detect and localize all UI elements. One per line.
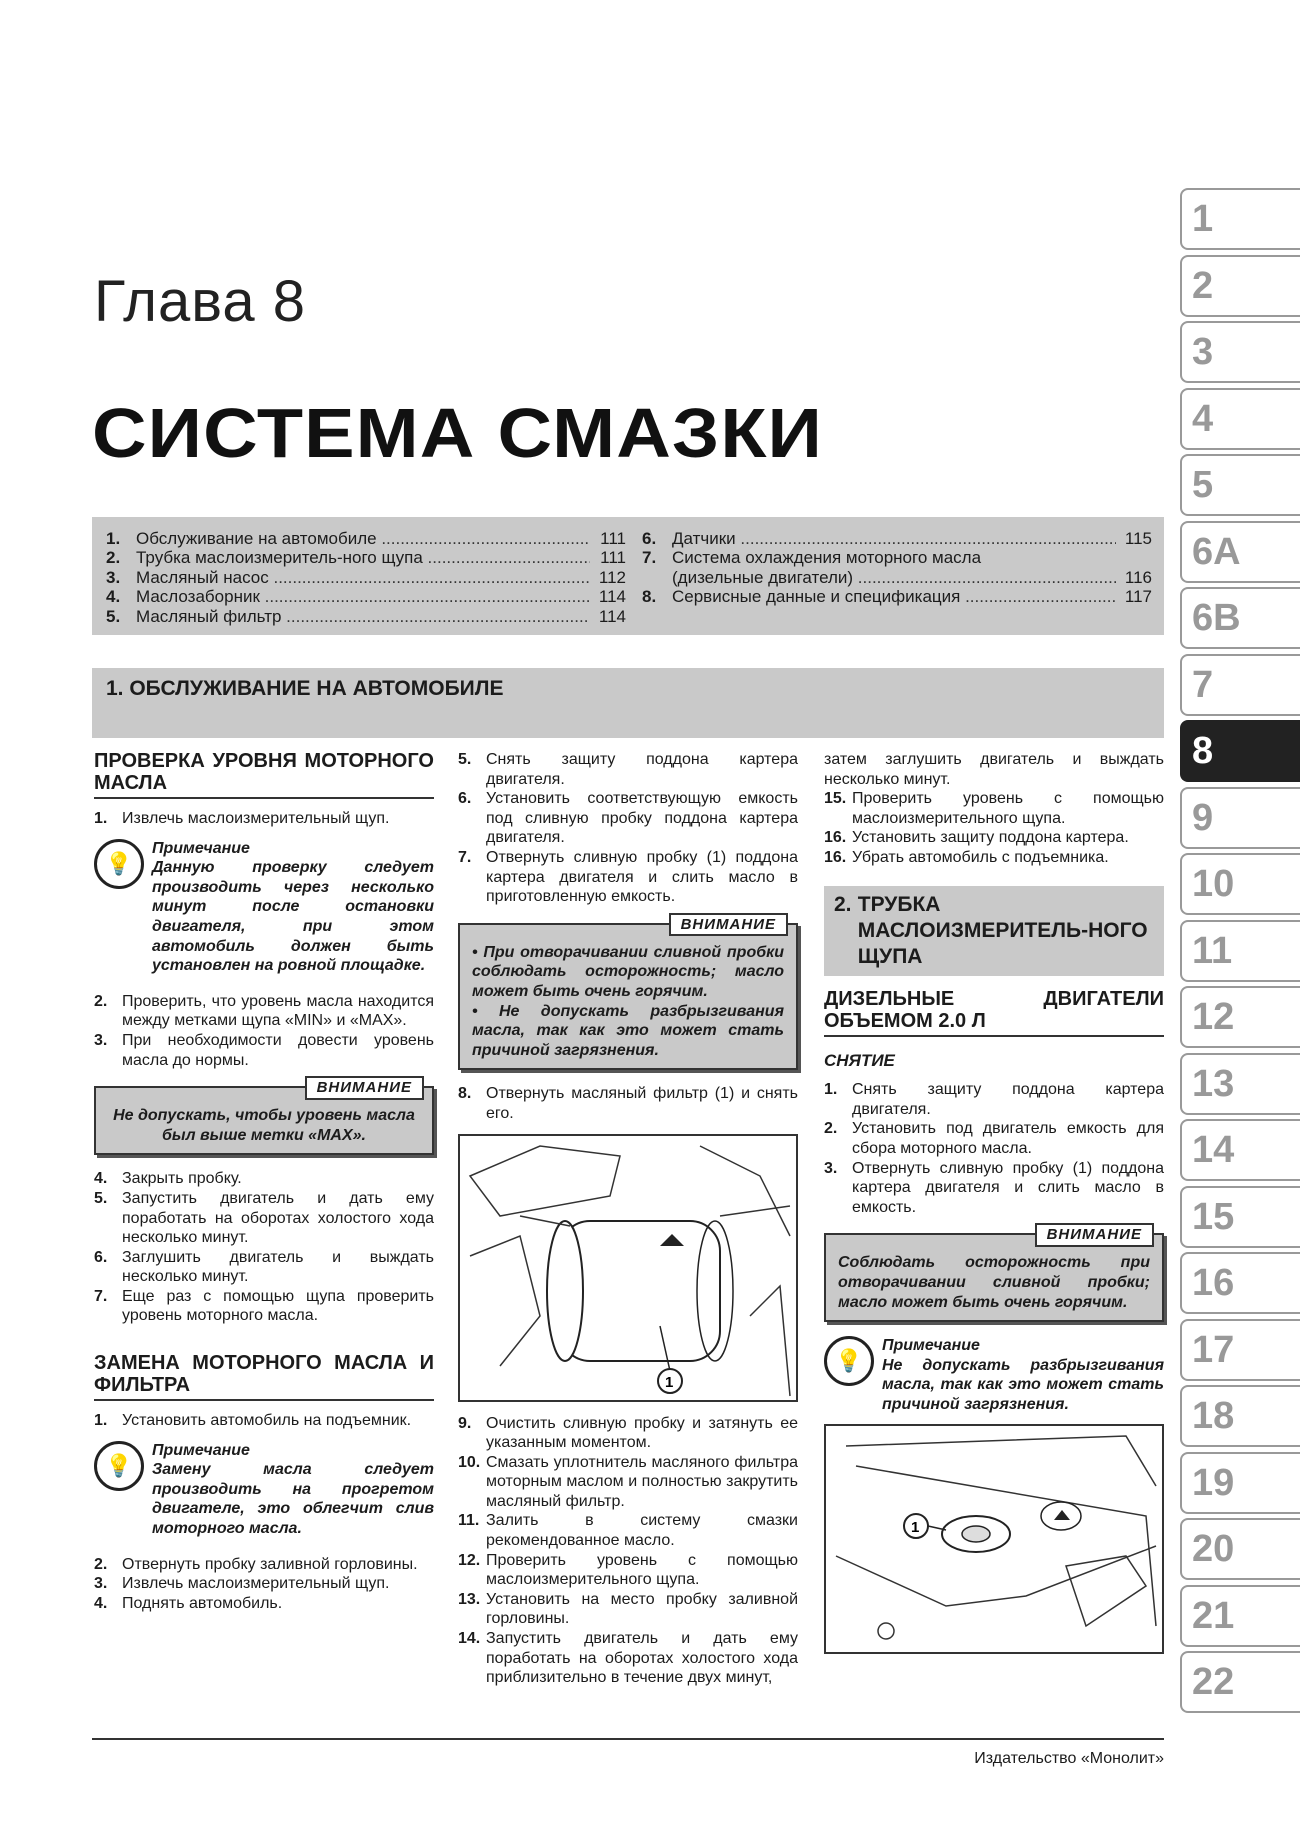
toc-num: 4. <box>106 587 121 607</box>
chapter-tab-3[interactable]: 3 <box>1180 321 1300 383</box>
warning-box <box>824 1226 1164 1322</box>
chapter-tab-6b[interactable]: 6B <box>1180 587 1300 649</box>
toc-page: 111 <box>600 529 626 548</box>
step: 6. Установить соответствующую емкость под сливную пробку поддона картера двигателя. <box>458 790 798 847</box>
step: 3. Извлечь маслоизмерительный щуп. <box>94 1575 390 1593</box>
step: 4. Поднять автомобиль. <box>94 1594 283 1612</box>
toc-text: Трубка маслоизмеритель-ного щупа ..... <box>136 548 590 567</box>
oil-filter-figure <box>458 1134 798 1402</box>
chapter-tab-1[interactable]: 1 <box>1180 188 1300 250</box>
chapter-tab-8[interactable]: 8 <box>1180 720 1300 782</box>
chapter-tab-5[interactable]: 5 <box>1180 454 1300 516</box>
step: 3. Отвернуть сливную пробку (1) поддона картера двигателя и слить масло в емкость. <box>824 1159 1164 1216</box>
step: 16. Убрать автомобиль с подъемника. <box>824 848 1109 866</box>
warning-text: • Не допускать разбрызгивания масла, так как это может стать причиной загрязнения. <box>472 1002 784 1059</box>
warning-text: • При отворачивании сливной пробки соблюдать осторожность; масло может быть очень горячим. <box>472 943 784 1000</box>
step: 9. Очистить сливную пробку и затянуть ее указанным моментом. <box>458 1414 798 1452</box>
toc-page: 114 <box>598 587 626 607</box>
toc-left-column <box>106 529 626 626</box>
note-title: Примечание <box>152 839 250 857</box>
chapter-tab-17[interactable]: 17 <box>1180 1319 1300 1381</box>
step: 2. Установить под двигатель емкость для сбора моторного масла. <box>824 1120 1164 1157</box>
section-header <box>824 886 1164 976</box>
toc-text: (дизельные двигатели) ..... <box>672 568 1116 587</box>
warning-tag: ВНИМАНИЕ <box>305 1076 424 1100</box>
chapter-label: Глава 8 <box>94 269 307 334</box>
step: 1. Извлечь маслоизмерительный щуп. <box>94 810 390 827</box>
section-title: ТРУБКА МАСЛОИЗМЕРИТЕЛЬ-НОГО ЩУПА <box>857 892 1148 968</box>
toc-item[interactable] <box>642 529 1152 548</box>
toc-page: 115 <box>1124 529 1152 548</box>
footer-divider <box>92 1738 1164 1740</box>
step: 15. Проверить уровень с помощью маслоизмерительного щупа. <box>824 790 1164 827</box>
note-title: Примечание <box>152 1441 250 1459</box>
figure-callout: 1 <box>911 1519 920 1537</box>
toc-text: Масляный фильтр ..... <box>136 607 590 626</box>
section-header <box>92 668 1164 738</box>
oil-filter-drawing <box>460 1136 796 1400</box>
step: 12. Проверить уровень с помощью маслоизмерительного щупа. <box>458 1551 798 1589</box>
step: 6. Заглушить двигатель и выждать несколько минут. <box>94 1248 434 1286</box>
toc-num: 2. <box>106 548 121 568</box>
step: 5. Запустить двигатель и дать ему поработать на оборотах холостого хода несколько минут. <box>94 1189 434 1247</box>
toc-item[interactable] <box>106 607 626 626</box>
warning-box <box>94 1079 434 1155</box>
toc-page: 114 <box>598 606 626 626</box>
note-title: Примечание <box>882 1337 980 1355</box>
toc-page: 116 <box>1124 567 1152 587</box>
note <box>94 1441 434 1539</box>
column-1 <box>94 750 434 1613</box>
toc-item[interactable] <box>106 548 626 567</box>
step: 4. Закрыть пробку. <box>94 1170 242 1188</box>
step: 7. Еще раз с помощью щупа проверить уровень моторного масла. <box>94 1287 434 1325</box>
toc-page: 117 <box>1124 587 1152 607</box>
warning-tag: ВНИМАНИЕ <box>669 913 788 937</box>
column-2 <box>458 750 798 1688</box>
figure-callout: 1 <box>665 1373 674 1391</box>
step: 10. Смазать уплотнитель масляного фильтра моторным маслом и полностью закрутить масляный фильтр. <box>458 1453 798 1510</box>
note-text: Замену масла следует производить на прогретом двигателе, это облегчит слив моторного масла. <box>152 1461 434 1538</box>
toc-item[interactable] <box>106 529 626 548</box>
toc-text: Сервисные данные и спецификация ..... <box>672 587 1116 606</box>
step: 1. Снять защиту поддона картера двигателя. <box>824 1081 1164 1118</box>
chapter-tab-15[interactable]: 15 <box>1180 1186 1300 1248</box>
step: 11. Залить в систему смазки рекомендованное масло. <box>458 1512 798 1550</box>
toc-page: 111 <box>600 548 626 568</box>
chapter-tab-4[interactable]: 4 <box>1180 388 1300 450</box>
toc-right-column <box>642 529 1152 607</box>
chapter-tab-11[interactable]: 11 <box>1180 920 1300 982</box>
step: 13. Установить на место пробку заливной горловины. <box>458 1590 798 1628</box>
column-3 <box>824 750 1164 1654</box>
toc-num: 5. <box>106 606 121 626</box>
toc-num: 6. <box>642 529 657 548</box>
toc-num: 1. <box>106 529 121 548</box>
toc-text: Обслуживание на автомобиле ..... <box>136 529 590 548</box>
publisher-footer: Издательство «Монолит» <box>974 1750 1164 1767</box>
toc-text: Система охлаждения моторного масла <box>672 548 982 568</box>
step: 16. Установить защиту поддона картера. <box>824 829 1129 847</box>
warning-tag: ВНИМАНИЕ <box>1035 1223 1154 1247</box>
note-text: Данную проверку следует производить через несколько минут после остановки двигателя, при этом автомобиль должен быть установлен на ровной площадке. <box>152 859 434 975</box>
section-number: 2. <box>834 892 852 916</box>
toc-text: Датчики ..... <box>672 529 1116 548</box>
chapter-tab-10[interactable]: 10 <box>1180 853 1300 915</box>
drain-plug-figure <box>824 1424 1164 1654</box>
toc-num: 3. <box>106 567 121 587</box>
step: 3. При необходимости довести уровень масла до нормы. <box>94 1031 434 1069</box>
chapter-tab-16[interactable]: 16 <box>1180 1252 1300 1314</box>
warning-box <box>458 915 798 1071</box>
chapter-tab-2[interactable]: 2 <box>1180 255 1300 317</box>
lightbulb-icon: 💡 <box>94 1441 144 1491</box>
chapter-tab-20[interactable]: 20 <box>1180 1518 1300 1580</box>
toc-item[interactable] <box>642 587 1152 606</box>
toc-num: 8. <box>642 587 657 607</box>
note-text: Не допускать разбрызгивания масла, так как это может стать причиной загрязнения. <box>882 1356 1164 1413</box>
toc-item[interactable] <box>106 568 626 587</box>
section-title: 1. ОБСЛУЖИВАНИЕ НА АВТОМОБИЛЕ <box>106 677 504 700</box>
chapter-tab-13[interactable]: 13 <box>1180 1053 1300 1115</box>
note <box>824 1336 1164 1414</box>
step: 1. Установить автомобиль на подъемник. <box>94 1412 412 1430</box>
chapter-tab-19[interactable]: 19 <box>1180 1452 1300 1514</box>
lightbulb-icon: 💡 <box>94 839 144 889</box>
toc-text: Масляный насос ..... <box>136 568 590 587</box>
warning-text: Соблюдать осторожность при отворачивании сливной пробки; масло может быть очень горячим. <box>838 1254 1150 1311</box>
table-of-contents <box>92 517 1164 635</box>
step: 2. Отвернуть пробку заливной горловины. <box>94 1555 418 1573</box>
chapter-tab-18[interactable]: 18 <box>1180 1385 1300 1447</box>
step: 8. Отвернуть масляный фильтр (1) и снять его. <box>458 1085 798 1122</box>
subsection-heading: ДИЗЕЛЬНЫЕ ДВИГАТЕЛИ ОБЪЕМОМ 2.0 Л <box>824 988 1164 1037</box>
chapter-tab-22[interactable]: 22 <box>1180 1651 1300 1713</box>
drain-plug-drawing <box>826 1426 1162 1652</box>
toc-num: 7. <box>642 548 657 568</box>
subsection-heading: ЗАМЕНА МОТОРНОГО МАСЛА И ФИЛЬТРА <box>94 1352 434 1401</box>
procedure-heading: СНЯТИЕ <box>824 1050 895 1070</box>
toc-text: Маслозаборник ..... <box>136 587 590 606</box>
chapter-tab-14[interactable]: 14 <box>1180 1119 1300 1181</box>
chapter-tab-7[interactable]: 7 <box>1180 654 1300 716</box>
toc-page: 112 <box>598 567 626 587</box>
step: 7. Отвернуть сливную пробку (1) поддона картера двигателя и слить масло в приготовленную емкость. <box>458 848 798 906</box>
lightbulb-icon: 💡 <box>824 1336 874 1386</box>
step: 14. Запустить двигатель и дать ему поработать на оборотах холостого хода приблизительно в течение двух минут, <box>458 1630 798 1687</box>
step: 2. Проверить, что уровень масла находится между метками щупа «MIN» и «MAX». <box>94 992 434 1030</box>
chapter-tab-9[interactable]: 9 <box>1180 787 1300 849</box>
note <box>94 839 434 976</box>
toc-item[interactable] <box>642 568 1152 587</box>
chapter-tab-6a[interactable]: 6A <box>1180 521 1300 583</box>
toc-item[interactable] <box>642 548 1152 567</box>
continued-text: затем заглушить двигатель и выждать несколько минут. <box>824 751 1164 788</box>
step: 5. Снять защиту поддона картера двигателя. <box>458 751 798 788</box>
page-title: СИСТЕМА СМАЗКИ <box>92 394 823 472</box>
chapter-tab-21[interactable]: 21 <box>1180 1585 1300 1647</box>
toc-item[interactable] <box>106 587 626 606</box>
warning-text: Не допускать, чтобы уровень масла был выше метки «MAX». <box>113 1107 415 1144</box>
chapter-tab-12[interactable]: 12 <box>1180 986 1300 1048</box>
subsection-heading: ПРОВЕРКА УРОВНЯ МОТОРНОГО МАСЛА <box>94 750 434 799</box>
